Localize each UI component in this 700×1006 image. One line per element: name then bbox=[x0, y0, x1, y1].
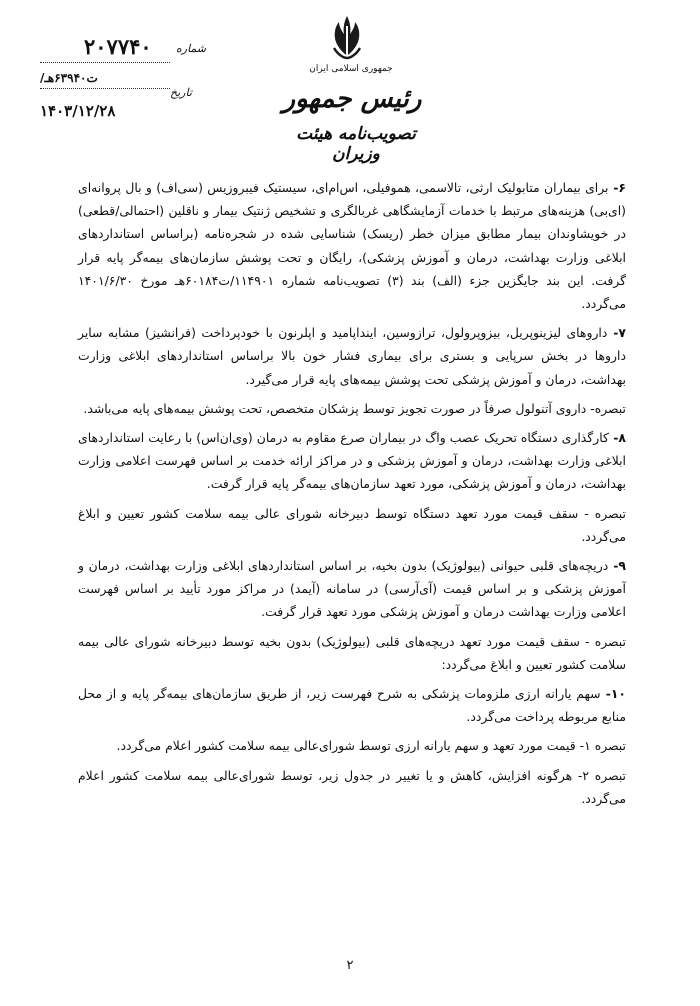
number-rule bbox=[40, 62, 170, 63]
decree-body bbox=[78, 176, 626, 816]
office-title: رئیس جمهور bbox=[282, 84, 422, 114]
iran-emblem-icon bbox=[322, 12, 372, 62]
clause-8-note: تبصره - سقف قیمت مورد تعهد دستگاه توسط دبیرخانه شورای عالی بیمه سلامت کشور تعیین و ابلاغ می‌گردد. bbox=[78, 505, 626, 544]
clause-7-note: تبصره- داروی آتنولول صرفاً در صورت تجویز توسط پزشکان متخصص، تحت پوشش بیمه‌های پایه می‌باشد. bbox=[83, 400, 626, 416]
clause-number: ۶- bbox=[608, 180, 626, 195]
clause-text: دریچه‌های قلبی حیوانی (بیولوژیک) بدون بخیه، بر اساس استانداردهای ابلاغی وزارت بهداشت، درمان و آموزش پزشکی و بر اساس قیمت (آی‌آرسی) در سامانه (آیمد) در مراکز مورد تأیید بر اساس فهرست اعلامی وزارت بهداشت درمان و آموزش پزشکی مورد تعهد قرار گرفت. bbox=[78, 558, 626, 620]
clause-9 bbox=[78, 554, 626, 624]
clause-7 bbox=[78, 321, 626, 391]
clause-text: داروهای لیزینوپریل، بیزوپرولول، ترازوسین، اینداپامید و اپلرنون با خودپرداخت (فرانشیز) مشابه سایر داروها در بخش سرپایی و بستری برای بیماری فشار خون بالا براساس استانداردهای ابلاغی وزارت بهداشت، درمان و آموزش پزشکی تحت پوشش بیمه‌های پایه قرار می‌گیرد. bbox=[78, 325, 626, 387]
decree-title: تصویب‌نامه هیئت وزیران bbox=[296, 124, 416, 164]
reference-rule bbox=[40, 88, 170, 89]
date-label: تاریخ bbox=[170, 86, 192, 99]
clause-text: سهم یارانه ارزی ملزومات پزشکی به شرح فهرست زیر، از طریق سازمان‌های بیمه‌گر پایه و از محل منابع مربوطه پرداخت می‌گردد. bbox=[78, 686, 626, 725]
document-number: ۲۰۷۷۴۰ bbox=[84, 34, 152, 59]
clause-number: ۷- bbox=[607, 325, 626, 341]
document-reference: ت۶۳۹۴۰هـ/ bbox=[40, 71, 98, 85]
clause-number: ۸- bbox=[608, 430, 626, 446]
clause-number: ۹- bbox=[608, 558, 626, 574]
page-number: ۲ bbox=[346, 958, 354, 973]
clause-text: برای بیماران متابولیک ارثی، تالاسمی، هموفیلی، اس‌ام‌ای، سیستیک فیبروزیس (سی‌اف) و بال پروانه‌ای (ای‌بی) هزینه‌های مرتبط با خدمات آزمایشگاهی غربالگری و تشخیص ژنتیک بیمار و ناقلین (احتمالی/قطعی) در خویشاوندان بیمار مطابق میزان خطر (ریسک) شناسایی شده در شجره‌نامه (براساس استانداردهای ابلاغی وزارت بهداشت، درمان و آموزش پزشکی)، رایگان و تحت پوشش سازمان‌های بیمه‌گر پایه قرار گرفت. این بند جایگزین جزء (الف) بند (۳) تصویب‌نامه شماره ۱۱۴۹۰۱/ت۶۰۱۸۴هـ مورخ ۱۴۰۱/۶/۳۰ می‌گردد. bbox=[78, 180, 626, 312]
document-date: ۱۴۰۳/۱۲/۲۸ bbox=[40, 102, 116, 120]
clause-10-note-2: تبصره ۲- هرگونه افزایش، کاهش و یا تغییر در جدول زیر، توسط شورای‌عالی بیمه سلامت کشور اعلام می‌گردد. bbox=[78, 767, 627, 806]
clause-10-note-1: تبصره ۱- قیمت مورد تعهد و سهم یارانه ارزی توسط شورای‌عالی بیمه سلامت کشور اعلام می‌گردد. bbox=[116, 738, 626, 754]
clause-6 bbox=[78, 176, 626, 315]
clause-number: ۱۰- bbox=[600, 686, 626, 702]
clause-8 bbox=[78, 426, 626, 496]
country-name: جمهوری اسلامی ایران bbox=[309, 64, 393, 74]
number-label: شماره bbox=[176, 42, 207, 55]
clause-10 bbox=[78, 682, 626, 728]
clause-text: کارگذاری دستگاه تحریک عصب واگ در بیماران صرع مقاوم به درمان (وی‌ان‌اس) با رعایت استانداردهای ابلاغی وزارت بهداشت، درمان و آموزش پزشکی و در مراکز ارائه خدمت بر اساس فهرست اعلامی وزارت بهداشت، درمان و آموزش پزشکی، مورد تعهد سازمان‌های بیمه‌گر پایه قرار گرفت. bbox=[78, 430, 626, 492]
clause-9-note: تبصره - سقف قیمت مورد تعهد دریچه‌های قلبی (بیولوژیک) بدون بخیه توسط دبیرخانه شورای عالی بیمه سلامت کشور تعیین و ابلاغ می‌گردد: bbox=[78, 633, 626, 672]
